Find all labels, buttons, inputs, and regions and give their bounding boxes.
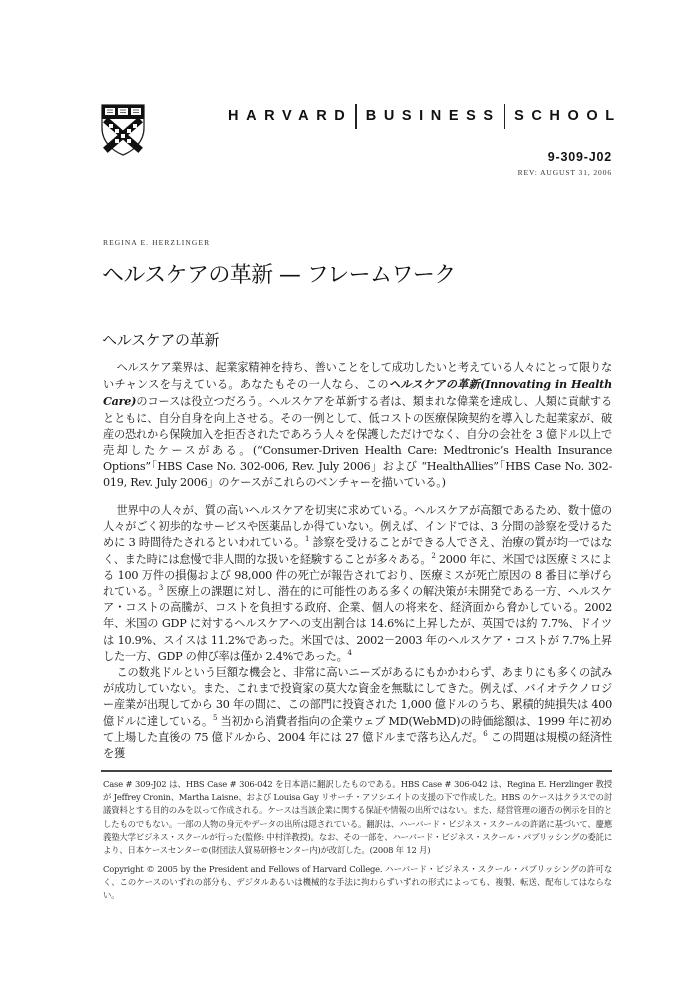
footnote-reference: 6 [483,729,488,738]
body-paragraph [103,503,612,665]
paragraph-text: ヘルスケア業界は、起業家精神を持ち、善いことをして成功したいと考えている人々にとって限りないチャンスを与えている。あなたもその一人なら、このヘルスケアの革新(Innovating in Health Care)のコースは役立つだろう。ヘルスケアを革新する者は、類まれな偉業を達成し、人類に貢献するとともに、自分自身を向上させる。その一例として、低コストの医療保険契約を導入した起業家が、破産の恐れから保険加入を拒否されたであろう人々を保護しただけでなく、自分の会社を 3 億ドル以上で売却したケースがある。(“Consumer-Driven Health Care: Medtronic’s Health Insurance Options”「HBS Case No. 302-006, Rev. July 2006」および “HealthAllies”「HBS Case No. 302-019, Rev. July 2006」のケースがこれらのベンチャーを描いている。) [103,361,612,490]
case-number: 9-309-J02 [547,150,612,164]
footnote-reference: 1 [304,535,310,544]
copyright-notice: Copyright © 2005 by the President and Fellows of Harvard College. ハーバード・ビジネス・スクール・パブリッシングの許可なく、このケースのいずれの部分も、デジタルあるいは機械的な手法に拘わらずいずれの形式によっても、複製、転送、配布してはならない。 [103,864,612,901]
masthead-divider [504,104,505,129]
paragraph-text: この数兆ドルという巨額な機会と、非常に高いニーズがあるにもかかわらず、あまりにも多くの試みが成功していない。また、これまで投資家の莫大な資金を無駄にしてきた。例えば、バイオテクノロジー産業が出現してから 30 年の間に、この部門に投資された 1,000 億ドルのうち、累積的純損失は 400 億ドルに達している。$^5$ 当初から消費者指向の企業ウェブ MD(WebMD)の時価総額は、1999 年に初めて上場した直後の 75 億ドルから、2004 年には 27 億ドルまで落ち込んだ。$^6$ この問題は規模の経済性を獲 [103,666,613,761]
body-paragraph [103,360,612,492]
masthead-divider [355,104,356,129]
course-title-emphasis: ヘルスケアの革新(Innovating in Health Care) [103,377,612,409]
footnote-reference: 4 [347,648,352,657]
masthead [228,101,622,131]
document-title: ヘルスケアの革新 — フレームワーク [102,263,456,288]
section-heading: ヘルスケアの革新 [102,331,220,349]
footnote-reference: 3 [158,584,163,593]
author-name: REGINA E. HERZLINGER [103,238,211,247]
footnote-reference: 5 [213,713,218,722]
body-paragraph [103,665,612,762]
paragraph-text: 世界中の人々が、質の高いヘルスケアを切実に求めている。ヘルスケアが高額であるため、数十億の人々がごく初歩的なサービスや医薬品しか得ていない。例えば、インドでは、3 分間の診察を受けるために 3 時間待たされるといわれている。$^1$ 診察を受けることができる人でさえ、治療の質が均一ではなく、また時には怠慢で非人間的な扱いを経験することが多々ある。$^2$ 2000 年に、米国では医療ミスによる 100 万件の損傷および 98,000 件の死亡が報告されており、医療ミスが死亡原因の 8 番目に挙げられている。$^3$ 医療上の課題に対し、潜在的に可能性のある多くの解決策が未開発である一方、ヘルスケア・コストの高騰が、コストを負担する政府、企業、個人の将来を、経済面から脅かしている。2002 年、米国の GDP に対するヘルスケアへの支出割合は 14.6%に上昇したが、英国では約 7.7%、ドイツは 10.9%、スイスは 11.2%であった。米国では、2002－2003 年のヘルスケア・コストが 7.7%上昇した一方、GDP の伸び率は僅か 2.4%であった。$^4$ [103,504,613,663]
footnote-separator [101,770,612,772]
translation-note: Case # 309-J02 は、HBS Case # 306-042 を日本語に翻訳したものである。HBS Case # 306-042 は、Regina E. Herzlinger 教授が Jeffrey Cronin、Martha Laisne、および Louisa Gay リサーチ・アソシエイトの支援の下で作成した。HBS のケースはクラスでの討議資料とする目的のみを以って作成される。ケースは当該企業に関する保証や情報の出所ではない。また、経営管理の適否の例示を目的としたものでもない。一部の人物の身元やデータの出所は隠されている。翻訳は、ハーバード・ビジネス・スクールの許諾に基づいて、慶應義塾大学ビジネス・スクールが行った(監修: 中村洋教授)。なお、その一部を、ハーバード・ビジネス・スクール・パブリッシングの委託により、日本ケースセンター©(財団法人貿易研修センター内)が改訂した。(2008 年 12 月) [103,779,612,856]
hbs-shield-logo-icon [101,104,145,156]
footnote-reference: 2 [431,551,436,560]
revision-date: REV: AUGUST 31, 2006 [517,168,612,177]
masthead-business: BUSINESS [365,108,501,124]
masthead-harvard: HARVARD [228,108,353,124]
masthead-school: SCHOOL [514,108,622,124]
